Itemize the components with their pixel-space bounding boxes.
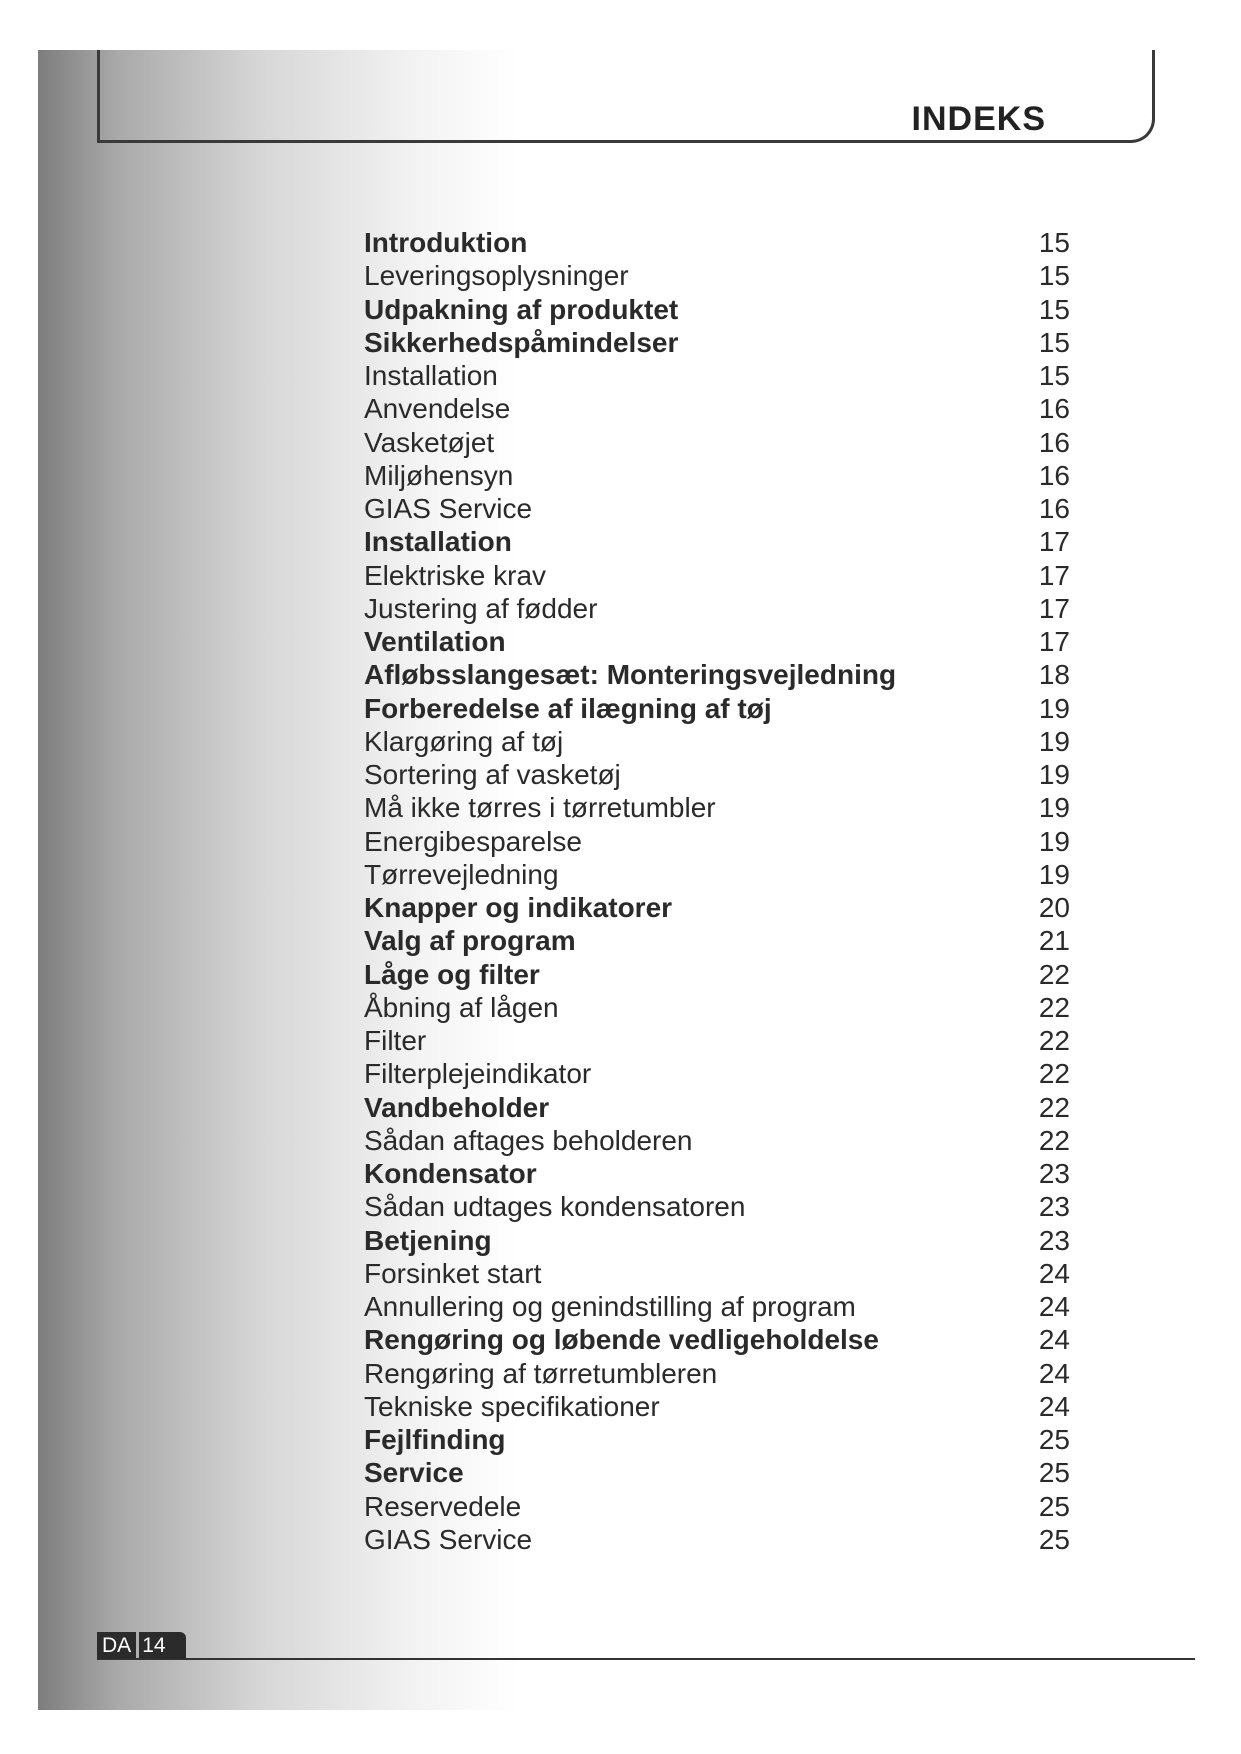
toc-entry-page: 19	[1038, 825, 1070, 857]
toc-entry[interactable]	[364, 1290, 1070, 1323]
toc-entry-label: GIAS Service	[364, 1523, 533, 1555]
table-of-contents	[364, 226, 1070, 1556]
toc-entry-label: Vasketøjet	[364, 426, 495, 458]
toc-entry[interactable]	[364, 1124, 1070, 1157]
language-code: DA	[97, 1632, 136, 1659]
toc-entry-page: 17	[1038, 626, 1070, 658]
toc-entry[interactable]	[364, 492, 1070, 525]
toc-entry[interactable]	[364, 1224, 1070, 1257]
toc-entry-label: Valg af program	[364, 925, 576, 957]
toc-entry[interactable]	[364, 1091, 1070, 1124]
toc-entry[interactable]	[364, 924, 1070, 957]
toc-entry-label: GIAS Service	[364, 493, 533, 525]
toc-entry[interactable]	[364, 559, 1070, 592]
toc-entry-page: 23	[1038, 1158, 1070, 1190]
toc-entry[interactable]	[364, 259, 1070, 292]
toc-entry-page: 25	[1038, 1457, 1070, 1489]
toc-entry[interactable]	[364, 1323, 1070, 1356]
toc-entry[interactable]	[364, 1423, 1070, 1456]
toc-entry-label: Annullering og genindstilling af program	[364, 1291, 856, 1323]
toc-entry[interactable]	[364, 359, 1070, 392]
toc-entry[interactable]	[364, 891, 1070, 924]
toc-entry-page: 15	[1038, 260, 1070, 292]
toc-entry-label: Afløbsslangesæt: Monteringsvejledning	[364, 659, 897, 691]
toc-entry-label: Reservedele	[364, 1490, 522, 1522]
toc-entry[interactable]	[364, 293, 1070, 326]
toc-entry-page: 23	[1038, 1224, 1070, 1256]
toc-entry[interactable]	[364, 326, 1070, 359]
toc-entry-page: 15	[1038, 293, 1070, 325]
toc-entry-label: Sådan udtages kondensatoren	[364, 1191, 746, 1223]
toc-entry[interactable]	[364, 825, 1070, 858]
toc-entry-page: 22	[1038, 1124, 1070, 1156]
toc-entry-page: 22	[1038, 1025, 1070, 1057]
toc-entry-page: 22	[1038, 991, 1070, 1023]
toc-entry-page: 24	[1038, 1390, 1070, 1422]
toc-entry-page: 17	[1038, 526, 1070, 558]
toc-entry[interactable]	[364, 1523, 1070, 1556]
toc-entry-page: 19	[1038, 725, 1070, 757]
toc-entry-label: Knapper og indikatorer	[364, 892, 673, 924]
toc-entry-label: Må ikke tørres i tørretumbler	[364, 792, 716, 824]
toc-entry-page: 20	[1038, 892, 1070, 924]
toc-entry-page: 22	[1038, 1058, 1070, 1090]
page-title: INDEKS	[911, 100, 1046, 138]
toc-entry-page: 15	[1038, 360, 1070, 392]
page-number-badge	[97, 1632, 186, 1659]
toc-entry[interactable]	[364, 1024, 1070, 1057]
toc-entry-label: Filterplejeindikator	[364, 1058, 592, 1090]
toc-entry[interactable]	[364, 858, 1070, 891]
toc-entry-label: Forberedelse af ilægning af tøj	[364, 692, 772, 724]
toc-entry-page: 16	[1038, 493, 1070, 525]
toc-entry-label: Låge og filter	[364, 958, 540, 990]
toc-entry-label: Tørrevejledning	[364, 858, 559, 890]
toc-entry-label: Energibesparelse	[364, 825, 582, 857]
toc-entry-page: 16	[1038, 393, 1070, 425]
toc-entry-page: 19	[1038, 792, 1070, 824]
toc-entry[interactable]	[364, 1456, 1070, 1489]
toc-entry-label: Vandbeholder	[364, 1091, 550, 1123]
toc-entry[interactable]	[364, 592, 1070, 625]
toc-entry[interactable]	[364, 725, 1070, 758]
toc-entry-label: Klargøring af tøj	[364, 725, 564, 757]
toc-entry-page: 18	[1038, 659, 1070, 691]
toc-entry-label: Rengøring af tørretumbleren	[364, 1357, 718, 1389]
toc-entry-label: Fejlfinding	[364, 1424, 506, 1456]
toc-entry-label: Udpakning af produktet	[364, 293, 679, 325]
page-number: 14	[139, 1632, 185, 1659]
toc-entry[interactable]	[364, 1357, 1070, 1390]
toc-entry-label: Miljøhensyn	[364, 459, 514, 491]
toc-entry-label: Leveringsoplysninger	[364, 260, 629, 292]
toc-entry-page: 17	[1038, 559, 1070, 591]
toc-entry[interactable]	[364, 625, 1070, 658]
toc-entry-label: Sådan aftages beholderen	[364, 1124, 693, 1156]
toc-entry-label: Installation	[364, 526, 512, 558]
toc-entry-label: Rengøring og løbende vedligeholdelse	[364, 1324, 879, 1356]
toc-entry-page: 25	[1038, 1523, 1070, 1555]
toc-entry-label: Elektriske krav	[364, 559, 547, 591]
toc-entry-label: Service	[364, 1457, 464, 1489]
toc-entry[interactable]	[364, 692, 1070, 725]
toc-entry-label: Introduktion	[364, 227, 528, 259]
toc-entry-page: 24	[1038, 1324, 1070, 1356]
toc-entry-page: 15	[1038, 326, 1070, 358]
toc-entry-page: 19	[1038, 858, 1070, 890]
toc-entry-label: Sikkerhedspåmindelser	[364, 326, 679, 358]
toc-entry-label: Installation	[364, 360, 498, 392]
toc-entry-page: 15	[1038, 227, 1070, 259]
toc-entry[interactable]	[364, 758, 1070, 791]
toc-entry[interactable]	[364, 1257, 1070, 1290]
toc-entry[interactable]	[364, 1490, 1070, 1523]
toc-entry[interactable]	[364, 1157, 1070, 1190]
footer-rule	[97, 1658, 1195, 1660]
toc-entry-label: Kondensator	[364, 1158, 537, 1190]
toc-entry[interactable]	[364, 991, 1070, 1024]
toc-entry[interactable]	[364, 658, 1070, 691]
toc-entry[interactable]	[364, 459, 1070, 492]
toc-entry-page: 25	[1038, 1490, 1070, 1522]
toc-entry-page: 24	[1038, 1357, 1070, 1389]
toc-entry-page: 19	[1038, 759, 1070, 791]
toc-entry-label: Sortering af vasketøj	[364, 759, 621, 791]
toc-entry[interactable]	[364, 1190, 1070, 1223]
toc-entry[interactable]	[364, 426, 1070, 459]
toc-entry-page: 22	[1038, 958, 1070, 990]
toc-entry[interactable]	[364, 392, 1070, 425]
toc-entry[interactable]	[364, 1057, 1070, 1090]
toc-entry-label: Betjening	[364, 1224, 492, 1256]
toc-entry-page: 23	[1038, 1191, 1070, 1223]
toc-entry[interactable]	[364, 791, 1070, 824]
toc-entry-page: 19	[1038, 692, 1070, 724]
toc-entry-label: Åbning af lågen	[364, 991, 559, 1023]
toc-entry-page: 17	[1038, 592, 1070, 624]
toc-entry-label: Tekniske specifikationer	[364, 1390, 660, 1422]
toc-entry-label: Justering af fødder	[364, 592, 598, 624]
toc-entry-page: 16	[1038, 459, 1070, 491]
toc-entry-label: Filter	[364, 1025, 427, 1057]
toc-entry[interactable]	[364, 525, 1070, 558]
toc-entry-page: 24	[1038, 1291, 1070, 1323]
toc-entry-page: 21	[1038, 925, 1070, 957]
toc-entry[interactable]	[364, 226, 1070, 259]
toc-entry[interactable]	[364, 958, 1070, 991]
toc-entry-page: 16	[1038, 426, 1070, 458]
toc-entry-label: Forsinket start	[364, 1257, 542, 1289]
toc-entry-label: Ventilation	[364, 626, 506, 658]
toc-entry-page: 24	[1038, 1257, 1070, 1289]
toc-entry-page: 22	[1038, 1091, 1070, 1123]
toc-entry[interactable]	[364, 1390, 1070, 1423]
toc-entry-label: Anvendelse	[364, 393, 511, 425]
toc-entry-page: 25	[1038, 1424, 1070, 1456]
